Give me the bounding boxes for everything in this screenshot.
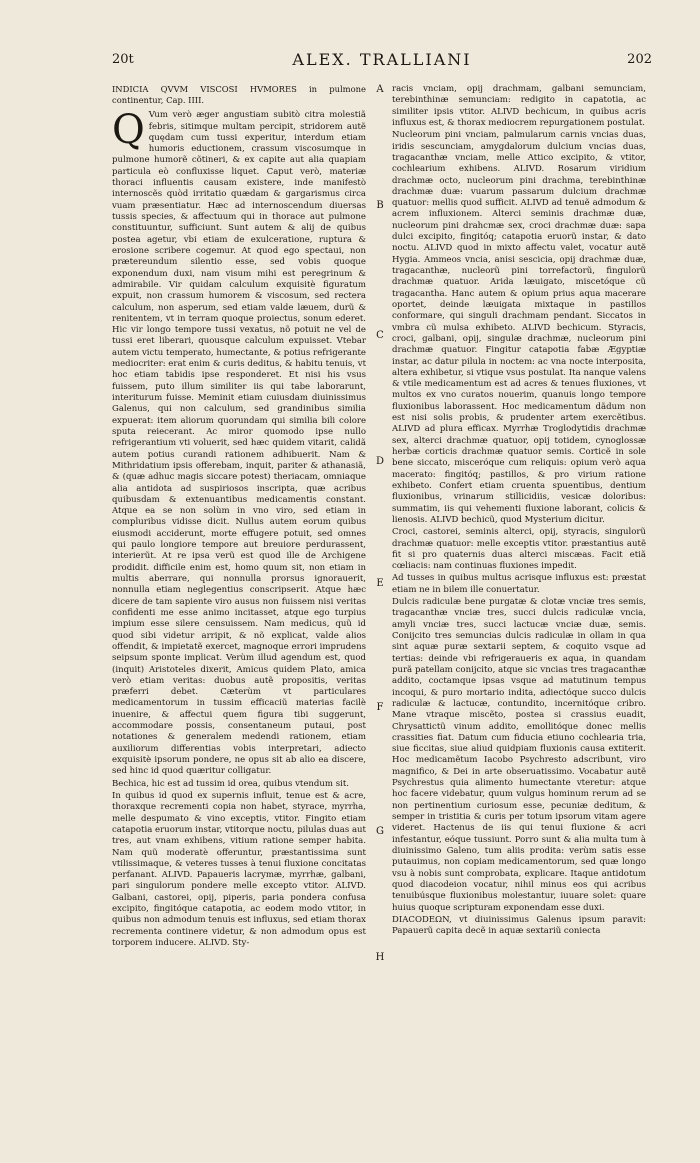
- margin-letter-f: F: [376, 702, 384, 713]
- left-paragraph-1-text: Vum verò æger angustiam subitò citra molestiã febris, sitimque multam percipit, stridorem autẽ quędam cum tussi experitur, interdum etiam humoris eductionem, crassum viscosumque in pulmone humorẽ cõtineri, & ex capite aut alia quapiam particula eò confluxisse liquet. Caput verò, materiæ thoraci influentis causam existere, inde manifestò internoscẽs quòd irritatio quædam & gargarismus circa vuam præsentiatur. Hæc ad internoscendum diuersas tussis species, & affectuum qui in thorace aut pulmone constituuntur, sufficiunt. Sunt autem & alij de quibus postea agetur, vbi etiam de exulceratione, ruptura & erosione scribere cogemur. At quod ego spectaui, non prætereundum silentio esse, sed vobis quoque exponendum duxi, nam visum mihi est peregrinum & admirabile. Vir quidam calculum exquisitè figuratum expuit, non crassum humorem & viscosum, sed rectera calculum, non asperum, sed etiam valde læuem, durũ & renitentem, vt in terram quoque proiectus, sonum ederet. Hic vir longo tempore tussi vexatus, nõ potuit ne vel de tussi eret liberari, quousque calculum expuisset. Vtebar autem victu temperato, humectante, & potius refrigerante mediocriter: erat enim & curis deditus, & habitu tenuis, vt hoc etiam tabidis ipse responderet. Et nisi his vsus fuissem, puto illum similiter iis qui tabe laborarunt, interiturum fuisse. Meminit etiam cuiusdam diuinissimus Galenus, qui non calculum, sed grandinibus similia expuerat: item aliorum quorundam qui similia bili colore sputa reiecerant. Ac miror quomodo ipse nullo refrigerantium vti voluerit, sed hæc quidem vitarit, calidã autem potius curandi rationem adhibuerit. Nam & Mithridatium ipsis offerebam, inquit, pariter & athanasiã, & (quæ adhuc magis siccare potest) theriacam, omniaque alia antidota ad suspiriosos inscripta, quæ acribus quibusdam & extenuantibus medicamentis constant. Atque ea se non solùm in vno viro, sed etiam in compluribus vidisse dicit. Nullus autem eorum quibus eiusmodi acciderunt, morte effugere potuit, sed omnes qui paulo longiore tempore aut breuiore perdurassent, interierũt. At re ipsa verũ est quod ille de Archigene prodidit. difficile enim est, homo quum sit, non etiam in multis aberrare, qui nonnulla prorsus ignorauerit, nonnulla etiam neglegentius conscripserit. Atque hæc dicere de tam sapiente viro ausus non fuissem nisi veritas confidenti me esse animo incitasset, atque ego turpius impium esse silere censuissem. Nam medicus, quũ id quod sibi videtur arripit, & nõ explicat, valde alios offendit, & impietatẽ exercet, magnoque errori imprudens seipsum sponte implicat. Verùm illud agendum est, quod (inquit) Aristoteles dixerit, Amicus quidem Plato, amica verò etiam veritas: duobus autẽ propositis, veritas præferri debet. Cæterùm vt particulares medicamentorum in tussim efficaciũ materias facilè inuenire, & affectui quem figura tibi suggerunt, accommodare possis, consentaneum putaui, post notationes & generalem medendi rationem, etiam auxiliorum differentias vobis interpretari, adiecto exquisitè ipsorum pondere, ne opus sit ab alio ea discere, sed hinc id quod quæritur colligatur.: [112, 110, 366, 777]
- left-text-column: [112, 84, 366, 1074]
- right-paragraph-2: Nucleorum pini vnciam, palmularum carnis vncias duas, iridis sescunciam, amygdalorum dulcium vncias duas, tragacanthæ vnciam, melle Attico excipito, & vtitor, cochlearium exhibens. ALIVD. Rosarum viridium drachmæ octo, nucleorum pini drachma, terebinthinæ drachmæ duæ: vuarum passarum dulcium drachmæ quatuor: mellis quod sufficit. ALIVD ad tenuẽ admodum & acrem influxionem. Alterci seminis drachmæ duæ, nucleorum pini drahcmæ sex, croci drachmæ duæ: sapa dulci excipito, fingitóq; catapotia eruorũ instar, & dato noctu. ALIVD quod in mixto affectu valet, vocatur autẽ Hygia. Ammeos vncia, anisi sescicia, opij drachmæ duæ, tragacanthæ, nucleorũ pini torrefactorũ, fingulorũ drachmæ quatuor. Arida læuigato, miscetóque cũ tragacantha. Hanc autem & opium prius aqua macerare oportet, deinde læuigata mixtaque in pastillos conformare, qui singuli drachmam pendant. Siccatos in vmbra cũ mulsa exhibeto. ALIVD bechicum. Styracis, croci, galbani, opij, singulæ drachmæ, nucleorum pini drachmæ quatuor. Fingitur catapotia fabæ Ægyptiæ instar, ac datur pilula in noctem: ac vna nocte interposita, altera exhibetur, si vtique vsus postulat. Ita nanque valens & vtile medicamentum est ad acres & tenues fluxiones, vt multos ex vno curatos nouerim, quanuis longo tempore fluxionibus laborassent. Hoc medicamentum dãdum non est nisi solis probis, & prudenter artem exercẽtibus. ALIVD ad plura efficax. Myrrhæ Troglodytidis drachmæ sex, alterci drachmæ quatuor, opij totidem, cynoglossæ herbæ corticis drachmæ quatuor semis. Corticẽ in sole bene siccato, misceróque cum reliquis: opium verò aqua macerato: fingitóq; pastillos, & pro virium ratione exhibeto. Confert etiam cruenta spuentibus, dentium fluxionibus, vrinarum stillicidiis, vesicæ doloribus: summatim, iis qui vehementi fluxione laborant, colicis & lienosis. ALIVD bechicũ, quod Mysterium dicitur.: [392, 130, 646, 525]
- margin-letter-g: G: [376, 826, 384, 837]
- chapter-caption: INDICIA QVVM VISCOSI HVMORES in pulmone continentur, Cap. IIII.: [112, 84, 366, 106]
- right-paragraph-4: Ad tusses in quibus multus acrisque influxus est: præstat etiam ne in bilem ille conuertatur.: [392, 573, 646, 595]
- drop-cap: Q: [112, 107, 145, 154]
- margin-letter-a: A: [376, 84, 384, 95]
- margin-letter-h: H: [375, 952, 385, 963]
- running-title: ALEX. TRALLIANI: [292, 50, 472, 69]
- margin-letter-d: D: [375, 456, 385, 467]
- running-header: [112, 52, 652, 70]
- right-paragraph-3: Croci, castorei, seminis alterci, opij, styracis, singulorũ drachmæ quatuor: melle exceptis vtitor. præstantius autẽ fit si pro quaternis duas alterci miscæas. Facit etiã cœliacis: nam continuas fluxiones impedit.: [392, 527, 646, 572]
- left-paragraph-3: In quibus id quod ex supernis influit, tenue est & acre, thoraxque recrementi copia non habet, styrace, myrrha, melle despumato & vino exceptis, vtitor. Fingito etiam catapotia eruorum instar, vtitorque noctu, pilulas duas aut tres, aut vnam exhibens, vitium ratione semper habita. Nam quũ moderatè offeruntur, præstantissima sunt vtilissimaque, & veteres tusses à tenui fluxione concitatas perfanant. ALIVD. Papaueris lacrymæ, myrrhæ, galbani, pari singulorum pondere melle excepto vtitor. ALIVD. Galbani, castorei, opij, piperis, paria pondera confusa excipito, fingitóque catapotia, ac eodem modo vtitor, in quibus non admodum tenuis est influxus, sed etiam thorax recrementa continere videtur, & non admodum opus est torporem inducere. ALIVD. Sty-: [112, 790, 366, 948]
- left-page-number: 20t: [112, 52, 134, 67]
- left-paragraph-2: Bechica, hic est ad tussim id orea, quibus vtendum sit.: [112, 778, 349, 789]
- right-paragraph-1: racis vnciam, opij drachmam, galbani semunciam, terebinthinæ semunciam: redigito in capatotia, ac similiter ipsis vtitor. ALIVD bechicum, in quibus acris influxus est, & thorax mediocrem repurgationem postulat.: [392, 84, 646, 128]
- margin-letter-b: B: [376, 200, 384, 211]
- right-text-column: [392, 84, 646, 1074]
- margin-letter-e: E: [376, 578, 384, 589]
- right-paragraph-5: Dulcis radiculæ bene purgatæ & clotæ vnciæ tres semis, tragacanthæ vnciæ tres, succi dulcis radiculæ vncia, amyli vnciæ tres, succi lactucæ vnciæ duæ, semis. Conijcito tres semuncias dulcis radiculæ in ollam in qua sint aquæ puræ sextarii septem, & coquito vsque ad tertias: deinde vbi refrigeraueris ex aqua, in quandam purã patellam conijcito, atque sic vncias tres tragacanthæ addito, coctamque ipsas vsque ad matutinum tempus incoqui, & puro mortario indita, adiectóque succo dulcis radiculæ & lactucæ, contundito, incernitóque cribro. Mane vtraque miscẽto, postea si crassius euadit, Chrysattictũ vinum addito, emollitóque donec mellis crassities fiat. Datum cum fiducia etiuno cochlearia tria, siue ficcitas, siue aliud quidpiam fluxionis causa extiterit. Hoc medicamẽtum Iacobo Psychresto adscribunt, viro magnifico, & Dei in arte obseruatissimo. Vocabatur autẽ Psychrestus quia alimento humectante vteretur: atque hoc facere videbatur, quum vulgus hominum rerum ad se non pertinentium curiosum esse, pecuniæ deditum, & semper in tristitia & curis per totum ipsorum vitam agere videret. Hactenus de iis qui tenui fluxione & acri infestantur, eóque tussiunt. Porro sunt & alia multa tum à diuinissimo Galeno, tum aliis prodita: verùm satis esse putauimus, non copiam medicamentorum, sed quæ longo vsu à nobis sunt comprobata, explicare. Itaque antidotum quod diacodeion vocatur, nihil minus eos qui acribus tenuibúsque fluxionibus molestantur, iuuare solet: quare huius quoque scripturam exponendam esse duxi.: [392, 597, 646, 913]
- left-paragraph-1: [112, 107, 366, 777]
- right-paragraph-6: DIACODEΩN, vt diuinissimus Galenus ipsum paravit: Papauerũ capita decẽ in aquæ sextariũ coniecta: [392, 914, 646, 937]
- right-page-number: 202: [627, 52, 652, 67]
- margin-letter-c: C: [376, 330, 384, 341]
